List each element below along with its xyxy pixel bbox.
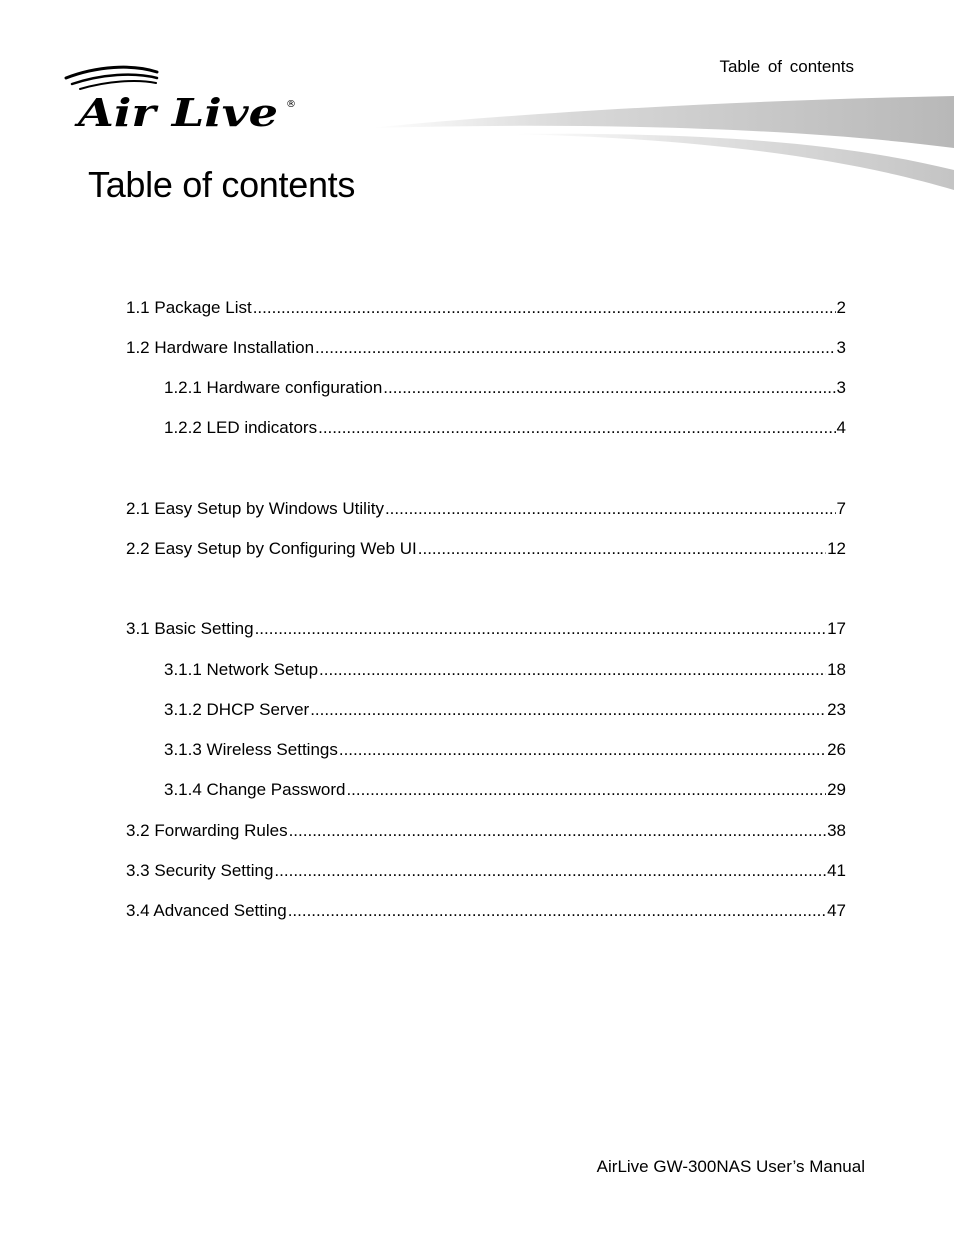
toc-entry-3-1[interactable] xyxy=(126,619,846,639)
toc-leader-dots xyxy=(310,700,826,720)
toc-leader-dots xyxy=(288,901,826,921)
page-title: Table of contents xyxy=(88,164,356,205)
toc-entry-2-1[interactable] xyxy=(126,499,846,519)
toc-entry-3-1-4[interactable] xyxy=(164,780,846,800)
toc-entry-1-2[interactable] xyxy=(126,338,846,358)
toc-entry-page: 7 xyxy=(836,499,846,518)
toc-entry-label: 3.4 Advanced Setting xyxy=(126,901,287,920)
toc-entry-label: 3.1.2 DHCP Server xyxy=(164,700,310,719)
toc-entry-label: 3.1.3 Wireless Settings xyxy=(164,740,338,759)
toc-entry-label: 3.3 Security Setting xyxy=(126,861,274,880)
toc-entry-page: 18 xyxy=(827,660,846,679)
toc-entry-3-2[interactable] xyxy=(126,821,846,841)
toc-leader-dots xyxy=(274,861,826,881)
footer-manual-label: AirLive GW-300NAS User’s Manual xyxy=(596,1157,865,1176)
toc-leader-dots xyxy=(418,539,826,559)
toc-entry-page: 17 xyxy=(827,619,846,638)
toc-entry-page: 12 xyxy=(827,539,846,558)
toc-entry-page: 38 xyxy=(827,821,846,840)
toc-entry-label: 3.1 Basic Setting xyxy=(126,619,254,638)
toc-leader-dots xyxy=(346,780,826,800)
toc-entry-3-3[interactable] xyxy=(126,861,846,881)
toc-leader-dots xyxy=(289,821,827,841)
toc-entry-label: 3.2 Forwarding Rules xyxy=(126,821,288,840)
toc-entry-1-2-2[interactable] xyxy=(164,418,846,438)
toc-entry-page: 2 xyxy=(836,298,846,317)
toc-leader-dots xyxy=(318,418,835,438)
toc-entry-label: 1.1 Package List xyxy=(126,298,252,317)
toc-leader-dots xyxy=(383,378,835,398)
toc-leader-dots xyxy=(339,740,826,760)
toc-entry-label: 2.1 Easy Setup by Windows Utility xyxy=(126,499,384,518)
toc-entry-3-1-1[interactable] xyxy=(164,660,846,680)
toc-leader-dots xyxy=(319,660,826,680)
toc-entry-page: 47 xyxy=(827,901,846,920)
toc-entry-label: 1.2.1 Hardware configuration xyxy=(164,378,383,397)
toc-entry-3-4[interactable] xyxy=(126,901,846,921)
toc-entry-label: 2.2 Easy Setup by Configuring Web UI xyxy=(126,539,417,558)
header-section-label: Table of contents xyxy=(719,57,854,76)
logo-registered-mark: ® xyxy=(286,99,296,110)
toc-entry-label: 1.2.2 LED indicators xyxy=(164,418,318,437)
toc-entry-page: 23 xyxy=(827,700,846,719)
toc-entry-1-1[interactable] xyxy=(126,298,846,318)
toc-leader-dots xyxy=(253,298,836,318)
toc-leader-dots xyxy=(255,619,827,639)
toc-entry-page: 41 xyxy=(827,861,846,880)
toc-entry-page: 26 xyxy=(827,740,846,759)
toc-entry-label: 1.2 Hardware Installation xyxy=(126,338,315,357)
toc-entry-3-1-2[interactable] xyxy=(164,700,846,720)
toc-entry-1-2-1[interactable] xyxy=(164,378,846,398)
toc-entry-label: 3.1.4 Change Password xyxy=(164,780,346,799)
logo-wordmark: Air Live xyxy=(74,90,278,134)
toc-entry-label: 3.1.1 Network Setup xyxy=(164,660,319,679)
toc-entry-2-2[interactable] xyxy=(126,539,846,559)
airlive-logo xyxy=(62,64,302,134)
toc-leader-dots xyxy=(385,499,836,519)
toc-entry-page: 29 xyxy=(827,780,846,799)
toc-entry-3-1-3[interactable] xyxy=(164,740,846,760)
header-swoosh-graphic xyxy=(370,92,954,202)
toc-entry-page: 3 xyxy=(836,378,846,397)
logo-swoosh-lines xyxy=(66,67,157,89)
toc-entry-page: 4 xyxy=(836,418,846,437)
toc-entry-page: 3 xyxy=(836,338,846,357)
toc-leader-dots xyxy=(315,338,835,358)
